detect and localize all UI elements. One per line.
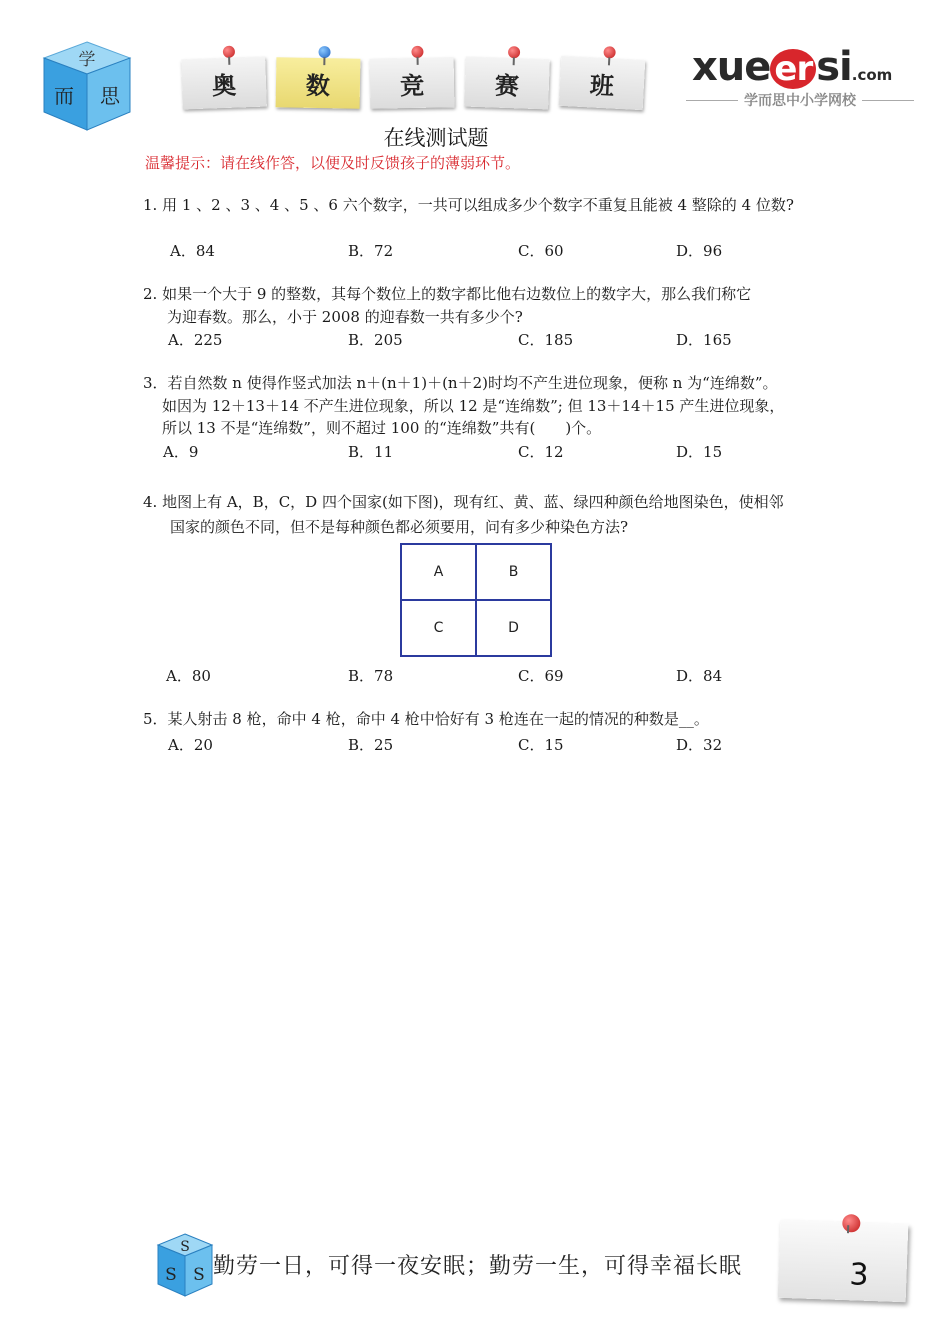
question-line: 1. 用 1 、2 、3 、4 、5 、6 六个数字，一共可以组成多少个数字不重复且能被 4 整除的 4 位数? <box>143 196 794 214</box>
option-a[interactable]: A．80 <box>166 667 211 685</box>
pushpin-icon <box>603 46 616 59</box>
question-5 <box>143 708 709 731</box>
question-line: 5．某人射击 8 枪，命中 4 枪，命中 4 枪中恰好有 3 枪连在一起的情况的种数是__。 <box>143 710 709 728</box>
map-cell-b: B <box>476 544 551 600</box>
tab-ban-label: 班 <box>589 70 615 101</box>
page-number-note <box>778 1220 909 1302</box>
brand-logo[interactable] <box>692 44 892 90</box>
tab-ban[interactable] <box>559 56 646 110</box>
option-a[interactable]: A．84 <box>170 242 215 260</box>
cube-char-xue: 学 <box>78 50 96 70</box>
option-c[interactable]: C．185 <box>518 331 574 349</box>
option-d[interactable]: D．84 <box>676 667 723 685</box>
divider <box>686 100 738 101</box>
pushpin-icon <box>842 1214 861 1233</box>
brand-subtitle <box>680 90 920 110</box>
option-a[interactable]: A．225 <box>168 331 223 349</box>
option-b[interactable]: B．78 <box>348 667 394 685</box>
country-map-grid <box>400 543 552 657</box>
option-a[interactable]: A．9 <box>163 443 199 461</box>
pushpin-icon <box>508 46 520 58</box>
brand-subtitle-text: 学而思中小学网校 <box>744 93 856 109</box>
pushpin-icon <box>223 46 235 58</box>
footer-motto: 勤劳一日，可得一夜安眠；勤劳一生，可得幸福长眠 <box>213 1254 743 1279</box>
pushpin-icon <box>411 46 423 58</box>
option-b[interactable]: B．205 <box>348 331 403 349</box>
question-2 <box>143 283 751 328</box>
brand-suffix: .com <box>851 66 893 84</box>
tab-jing-label: 竞 <box>399 71 425 100</box>
cube-char-er: 而 <box>54 84 74 108</box>
divider <box>862 100 914 101</box>
question-line: 2. 如果一个大于 9 的整数，其每个数位上的数字都比他右边数位上的数字大，那么我们称它 <box>143 285 752 303</box>
question-4 <box>143 490 784 540</box>
option-d[interactable]: D．165 <box>676 331 732 349</box>
map-cell-c: C <box>401 600 476 656</box>
option-c[interactable]: C．69 <box>518 667 564 685</box>
cube-char-si: 思 <box>100 84 120 108</box>
tab-shu-label: 数 <box>305 71 331 100</box>
map-cell-a: A <box>401 544 476 600</box>
question-3 <box>143 372 784 440</box>
option-b[interactable]: B．25 <box>348 736 394 754</box>
sss-cube-logo <box>155 1232 215 1298</box>
question-line: 4. 地图上有 A，B，C，D 四个国家(如下图)，现有红、黄、蓝、绿四种颜色给地图染色，使相邻 <box>143 493 784 511</box>
cube-letter-right: S <box>193 1265 205 1285</box>
question-line: 所以 13 不是“连绵数”，则不超过 100 的“连绵数”共有( )个。 <box>162 419 602 437</box>
option-c[interactable]: C．12 <box>518 443 564 461</box>
cube-letter-left: S <box>165 1265 177 1285</box>
option-b[interactable]: B．72 <box>348 242 394 260</box>
tab-sai-label: 赛 <box>494 71 520 100</box>
option-d[interactable]: D．32 <box>676 736 723 754</box>
tab-ao-label: 奥 <box>211 71 237 100</box>
tab-sai[interactable] <box>464 57 550 110</box>
brand-post: si <box>816 44 852 90</box>
option-c[interactable]: C．60 <box>518 242 564 260</box>
question-line: 如因为 12＋13＋14 不产生进位现象，所以 12 是“连绵数”; 但 13＋14＋15 产生进位现象， <box>162 396 785 415</box>
warm-tip: 温馨提示：请在线作答，以便及时反馈孩子的薄弱环节。 <box>145 154 521 172</box>
page-title: 在线测试题 <box>383 126 489 150</box>
option-d[interactable]: D．96 <box>676 242 723 260</box>
tab-shu[interactable] <box>276 57 361 108</box>
page-number: 3 <box>848 1257 870 1293</box>
tab-jing[interactable] <box>370 57 455 108</box>
question-line: 为迎春数。那么，小于 2008 的迎春数一共有多少个? <box>167 307 523 326</box>
question-1 <box>143 194 794 217</box>
question-line: 国家的颜色不同，但不是每种颜色都必须要用，问有多少种染色方法? <box>170 518 629 536</box>
option-b[interactable]: B．11 <box>348 443 394 461</box>
pushpin-icon <box>318 46 330 58</box>
option-a[interactable]: A．20 <box>168 736 213 754</box>
question-line: 3．若自然数 n 使得作竖式加法 n＋(n＋1)＋(n＋2)时均不产生进位现象，便称 n 为“连绵数”。 <box>143 374 778 392</box>
xueersi-cube-logo <box>40 38 135 133</box>
cube-letter-top: S <box>180 1239 190 1255</box>
brand-pre: xue <box>692 44 771 90</box>
tab-ao[interactable] <box>181 57 267 110</box>
option-c[interactable]: C．15 <box>518 736 564 754</box>
brand-er-badge: er <box>770 49 816 89</box>
option-d[interactable]: D．15 <box>676 443 723 461</box>
map-cell-d: D <box>476 600 551 656</box>
